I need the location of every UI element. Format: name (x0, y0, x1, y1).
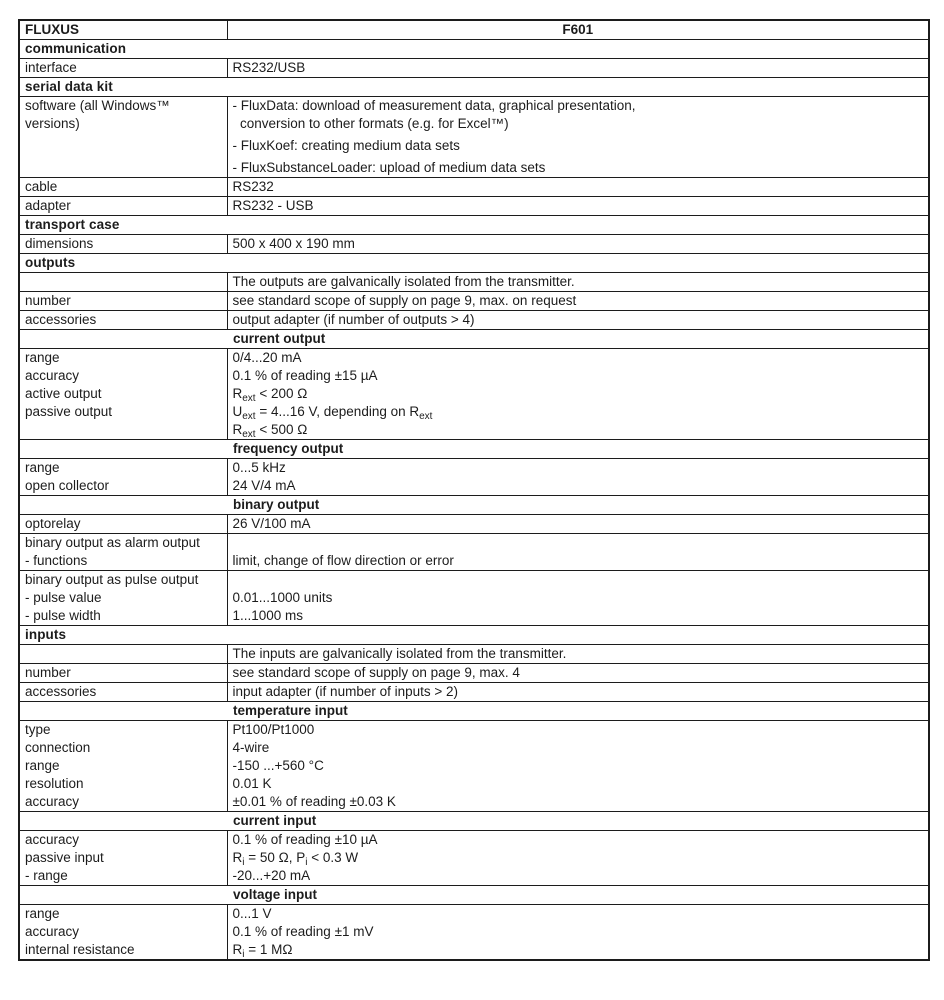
spec-label-line: accuracy (25, 368, 80, 383)
spec-value-line (233, 571, 924, 589)
spec-label-cell (19, 683, 227, 702)
spec-label-line: binary output as pulse output (25, 572, 199, 587)
spec-value-cell (227, 459, 929, 496)
spec-label-line: software (all Windows™ (25, 98, 170, 113)
spec-value-line: see standard scope of supply on page 9, max. 4 (232, 665, 520, 680)
spec-value-line: ±0.01 % of reading ±0.03 K (232, 794, 396, 809)
spec-value-cell (227, 721, 929, 812)
spec-label-line: interface (25, 60, 77, 75)
spec-value-line: 0/4...20 mA (232, 350, 302, 365)
spec-label-line: type (25, 722, 51, 737)
spec-label-line: accuracy (25, 924, 80, 939)
table-header-model: F601 (227, 20, 929, 40)
spec-label-line: cable (25, 179, 58, 194)
spec-value-line: Pt100/Pt1000 (232, 722, 315, 737)
spec-label-cell (19, 515, 227, 534)
spec-table-body (19, 20, 929, 960)
spec-value-line: The inputs are galvanically isolated from the transmitter. (232, 646, 567, 661)
row-row (19, 178, 929, 197)
spec-label-cell (19, 97, 227, 178)
spec-label-cell (19, 59, 227, 78)
section-row (19, 78, 929, 97)
section-row (19, 40, 929, 59)
section-title: outputs (19, 254, 929, 273)
spec-value-line: -150 ...+560 °C (232, 758, 324, 773)
spec-label-line: binary output as alarm output (25, 535, 200, 550)
spec-label-cell (19, 645, 227, 664)
spec-label-line: - pulse value (25, 590, 102, 605)
section-title: communication (19, 40, 929, 59)
subsection-title: current output (19, 330, 929, 349)
spec-value-line: 26 V/100 mA (232, 516, 311, 531)
row-row (19, 515, 929, 534)
subheader-row (19, 330, 929, 349)
spec-label-line: range (25, 758, 60, 773)
spec-label-cell (19, 178, 227, 197)
subsection-title: voltage input (19, 886, 929, 905)
spec-value-cell (227, 59, 929, 78)
spec-label-line: passive input (25, 850, 104, 865)
spec-label-line: accessories (25, 312, 97, 327)
row-row (19, 534, 929, 571)
spec-label-line: number (25, 665, 71, 680)
spec-value-cell (227, 235, 929, 254)
row-row (19, 831, 929, 886)
spec-value-line: 0.01 K (232, 776, 272, 791)
spec-label-cell (19, 571, 227, 626)
spec-label-line: internal resistance (25, 942, 135, 957)
spec-label-cell (19, 197, 227, 216)
section-row (19, 216, 929, 235)
spec-value-line (233, 534, 924, 552)
spec-label-line: adapter (25, 198, 71, 213)
row-row (19, 292, 929, 311)
spec-label-cell (19, 534, 227, 571)
spec-label-line: accuracy (25, 794, 80, 809)
spec-table (18, 19, 930, 961)
spec-value-cell (227, 273, 929, 292)
spec-value-cell (227, 97, 929, 178)
spec-value-cell (227, 664, 929, 683)
spec-label-cell (19, 273, 227, 292)
spec-value-cell (227, 905, 929, 961)
spec-value-line: 0.1 % of reading ±10 µA (232, 832, 378, 847)
spec-label-line: resolution (25, 776, 84, 791)
row-row (19, 59, 929, 78)
row-row (19, 571, 929, 626)
spec-label-line: - range (25, 868, 68, 883)
spec-value-line: limit, change of flow direction or error (232, 553, 454, 568)
spec-value-line: $U_{ext} = 4...16$ V, depending on $R_{ext}$ (232, 404, 433, 422)
spec-value-line: - FluxKoef: creating medium data sets (232, 138, 460, 153)
row-row (19, 349, 929, 440)
subheader-row (19, 440, 929, 459)
spec-value-line: RS232 (232, 179, 274, 194)
spec-value-line: $R_i = 1$ MΩ (232, 942, 293, 960)
row-row (19, 273, 929, 292)
subsection-title: temperature input (19, 702, 929, 721)
spec-value-paragraph (233, 97, 924, 133)
spec-label-line: optorelay (25, 516, 81, 531)
spec-label-cell (19, 905, 227, 961)
section-title: serial data kit (19, 78, 929, 97)
spec-label-line: range (25, 460, 60, 475)
spec-value-line: output adapter (if number of outputs > 4) (232, 312, 475, 327)
subsection-title: current input (19, 812, 929, 831)
spec-label-cell (19, 235, 227, 254)
spec-value-line: $R_{ext} < 500$ Ω (232, 422, 308, 440)
subheader-row (19, 886, 929, 905)
spec-label-line: accuracy (25, 832, 80, 847)
spec-label-cell (19, 831, 227, 886)
spec-value-cell (227, 831, 929, 886)
spec-value-cell (227, 292, 929, 311)
spec-value-line: 0.1 % of reading ±15 µA (232, 368, 378, 383)
spec-value-line: 0...1 V (232, 906, 272, 921)
spec-value-line: - FluxData: download of measurement data, graphical presentation, (232, 98, 636, 113)
spec-value-line: 24 V/4 mA (232, 478, 296, 493)
table-header-product: FLUXUS (19, 20, 227, 40)
spec-value-cell (227, 349, 929, 440)
section-title: transport case (19, 216, 929, 235)
subheader-row (19, 496, 929, 515)
spec-label-line: range (25, 906, 60, 921)
row-row (19, 645, 929, 664)
row-row (19, 235, 929, 254)
spec-value-cell (227, 178, 929, 197)
spec-value-line: 500 x 400 x 190 mm (232, 236, 355, 251)
spec-value-line: 0.01...1000 units (232, 590, 333, 605)
spec-value-line: conversion to other formats (e.g. for Excel™) (232, 116, 509, 131)
spec-value-line: 1...1000 ms (232, 608, 304, 623)
spec-value-line: 0.1 % of reading ±1 mV (232, 924, 374, 939)
spec-value-cell (227, 197, 929, 216)
spec-label-line: dimensions (25, 236, 94, 251)
spec-value-line: - FluxSubstanceLoader: upload of medium data sets (232, 160, 546, 175)
spec-value-line: see standard scope of supply on page 9, max. on request (232, 293, 577, 308)
spec-value-line: $R_i = 50$ Ω, $P_i < 0.3$ W (232, 850, 359, 868)
section-title: inputs (19, 626, 929, 645)
spec-value-line: $R_{ext} < 200$ Ω (232, 386, 308, 404)
spec-label-cell (19, 459, 227, 496)
spec-label-line: - pulse width (25, 608, 101, 623)
spec-label-cell (19, 349, 227, 440)
row-row (19, 197, 929, 216)
spec-value-cell (227, 571, 929, 626)
row-row (19, 905, 929, 961)
spec-label-line: open collector (25, 478, 110, 493)
spec-label-line: versions) (25, 116, 80, 131)
spec-value-cell (227, 645, 929, 664)
spec-label-line: accessories (25, 684, 97, 699)
spec-label-line: active output (25, 386, 102, 401)
row-row (19, 721, 929, 812)
spec-value-line: RS232 - USB (232, 198, 314, 213)
subsection-title: frequency output (19, 440, 929, 459)
subheader-row (19, 812, 929, 831)
spec-value-line: -20...+20 mA (232, 868, 311, 883)
spec-value-line: 4-wire (232, 740, 270, 755)
row-row (19, 664, 929, 683)
spec-label-line: - functions (25, 553, 88, 568)
spec-value-cell (227, 683, 929, 702)
row-row (19, 311, 929, 330)
row-row (19, 97, 929, 178)
spec-label-cell (19, 311, 227, 330)
row-row (19, 683, 929, 702)
spec-label-line: number (25, 293, 71, 308)
subsection-title: binary output (19, 496, 929, 515)
spec-label-cell (19, 721, 227, 812)
spec-label-cell (19, 292, 227, 311)
spec-value-line: 0...5 kHz (232, 460, 286, 475)
spec-value-cell (227, 534, 929, 571)
spec-value-cell (227, 515, 929, 534)
subheader-row (19, 702, 929, 721)
spec-value-cell (227, 311, 929, 330)
spec-label-line: range (25, 350, 60, 365)
section-row (19, 254, 929, 273)
spec-value-line: The outputs are galvanically isolated from the transmitter. (232, 274, 575, 289)
section-row (19, 626, 929, 645)
spec-label-line: passive output (25, 404, 113, 419)
spec-value-paragraph (233, 137, 924, 155)
spec-value-line: RS232/USB (232, 60, 306, 75)
spec-value-line: input adapter (if number of inputs > 2) (232, 684, 459, 699)
spec-label-line: connection (25, 740, 91, 755)
row-row (19, 459, 929, 496)
header-row (19, 20, 929, 40)
spec-label-cell (19, 664, 227, 683)
spec-value-paragraph (233, 159, 924, 177)
